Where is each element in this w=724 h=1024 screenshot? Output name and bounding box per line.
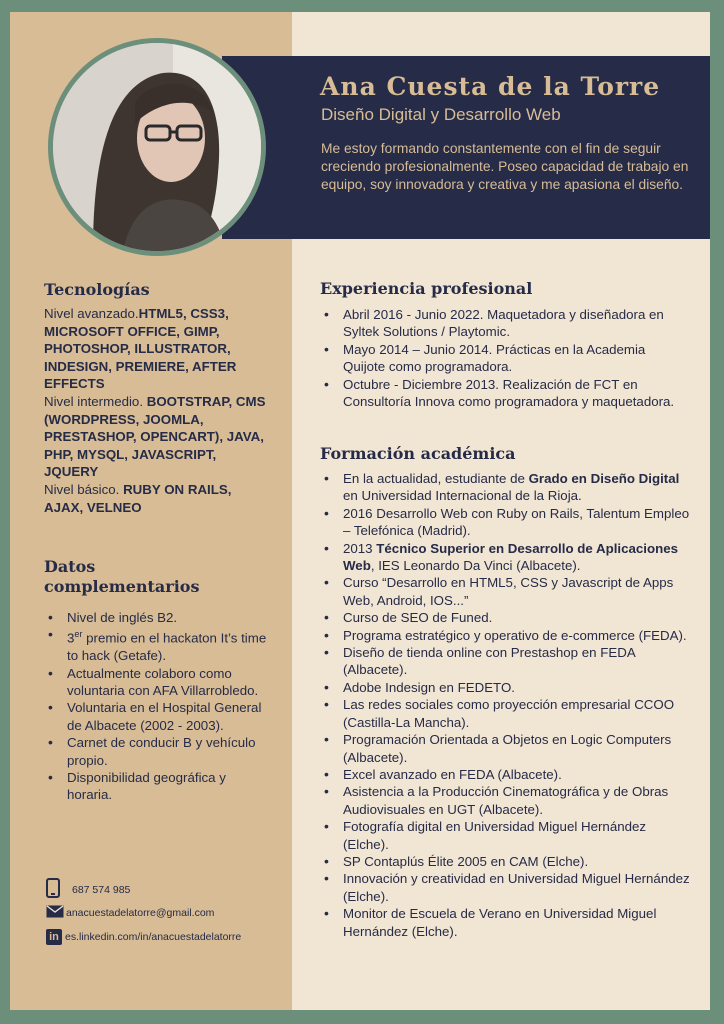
candidate-title: Diseño Digital y Desarrollo Web [321,105,561,124]
extra-heading: Datos complementarios [44,557,200,596]
tech-basic-list: RUBY ON RAILS, AJAX, VELNEO [44,481,232,515]
tech-intermediate-list: BOOTSTRAP, CMS (WORDPRESS, JOOMLA, PRESTASHOP, OPENCART), JAVA, PHP, MYSQL, JAVASCRIPT, JQUERY [44,393,266,480]
tech-basic-label: Nivel básico. [44,481,124,497]
linkedin-icon: in [46,929,62,945]
phone-number: 687 574 985 [72,883,131,896]
education-item: • Fotografía digital en Universidad Miguel Hernández (Elche). [320,818,692,853]
candidate-name: Ana Cuesta de la Torre [320,72,661,101]
education-item: • Asistencia a la Producción Cinematográfica y de Obras Audiovisuales en UGT (Albacete). [320,783,692,818]
contact-phone[interactable] [46,878,130,901]
education-item: • Programación Orientada a Objetos en Logic Computers (Albacete). [320,731,692,766]
education-item: • SP Contaplús Élite 2005 en CAM (Elche). [320,853,692,870]
extra-list [44,609,269,804]
education-item: • Adobe Indesign en FEDETO. [320,679,692,696]
extra-item: • Voluntaria en el Hospital General de Albacete (2002 - 2003). [44,699,269,734]
experience-item: • Mayo 2014 – Junio 2014. Prácticas en la Academia Quijote como programadora. [320,341,690,376]
tech-section [44,280,272,516]
contact-linkedin[interactable] [46,929,241,945]
extra-item: • 3er premio en el hackaton It’s time to hack (Getafe). [44,626,269,664]
resume-page [10,12,710,1010]
education-item: • 2016 Desarrollo Web con Ruby on Rails, Talentum Empleo – Telefónica (Madrid). [320,505,692,540]
education-item: • Monitor de Escuela de Verano en Universidad Miguel Hernández (Elche). [320,905,692,940]
extra-section [44,557,269,804]
extra-item: • Nivel de inglés B2. [44,609,269,626]
tech-advanced-list: HTML5, CSS3, MICROSOFT OFFICE, GIMP, PHOTOSHOP, ILLUSTRATOR, INDESIGN, PREMIERE, AFTER EFFECTS [44,306,237,392]
contact-email[interactable] [46,905,214,921]
linkedin-url: es.linkedin.com/in/anacuestadelatorre [65,931,242,943]
education-item: • Diseño de tienda online con Prestashop en FEDA (Albacete). [320,644,692,679]
tech-text [44,305,272,516]
education-item: • 2013 Técnico Superior en Desarrollo de Aplicaciones Web, IES Leonardo Da Vinci (Albacete). [320,540,692,575]
profile-photo [48,38,266,256]
tech-advanced-label: Nivel avanzado. [44,306,139,321]
email-address: anacuestadelatorre@gmail.com [66,907,215,919]
experience-item: • Octubre - Diciembre 2013. Realización de FCT en Consultoría Innova como programadora y maquetadora. [320,376,690,411]
education-heading: Formación académica [320,444,516,463]
experience-item: • Abril 2016 - Junio 2022. Maquetadora y diseñadora en Syltek Solutions / Playtomic. [320,306,690,341]
tech-intermediate-label: Nivel intermedio. [44,393,147,409]
education-item: • Innovación y creatividad en Universidad Miguel Hernández (Elche). [320,870,692,905]
education-item: • Excel avanzado en FEDA (Albacete). [320,766,692,783]
tech-heading: Tecnologías [44,280,150,299]
mail-icon [46,905,64,921]
education-item: • Programa estratégico y operativo de e-commerce (FEDA). [320,627,692,644]
intro-text: Me estoy formando constantemente con el fin de seguir creciendo profesionalmente. Poseo capacidad de trabajo en equipo, soy innovadora y creativa y me apasiona el diseño. [321,141,689,192]
experience-section [320,279,690,410]
education-item: • Curso “Desarrollo en HTML5, CSS y Javascript de Apps Web, Android, IOS...” [320,574,692,609]
education-list [320,470,692,940]
education-section [320,444,692,940]
experience-heading: Experiencia profesional [320,279,533,298]
portrait-illustration [53,43,261,251]
education-item: • En la actualidad, estudiante de Grado en Diseño Digital en Universidad Internacional de la Rioja. [320,470,692,505]
phone-icon [46,878,60,901]
education-item: • Curso de SEO de Funed. [320,609,692,626]
education-item: • Las redes sociales como proyección empresarial CCOO (Castilla-La Mancha). [320,696,692,731]
extra-item: • Disponibilidad geográfica y horaria. [44,769,269,804]
experience-list [320,306,690,410]
extra-item: • Actualmente colaboro como voluntaria con AFA Villarrobledo. [44,665,269,700]
extra-item: • Carnet de conducir B y vehículo propio. [44,734,269,769]
